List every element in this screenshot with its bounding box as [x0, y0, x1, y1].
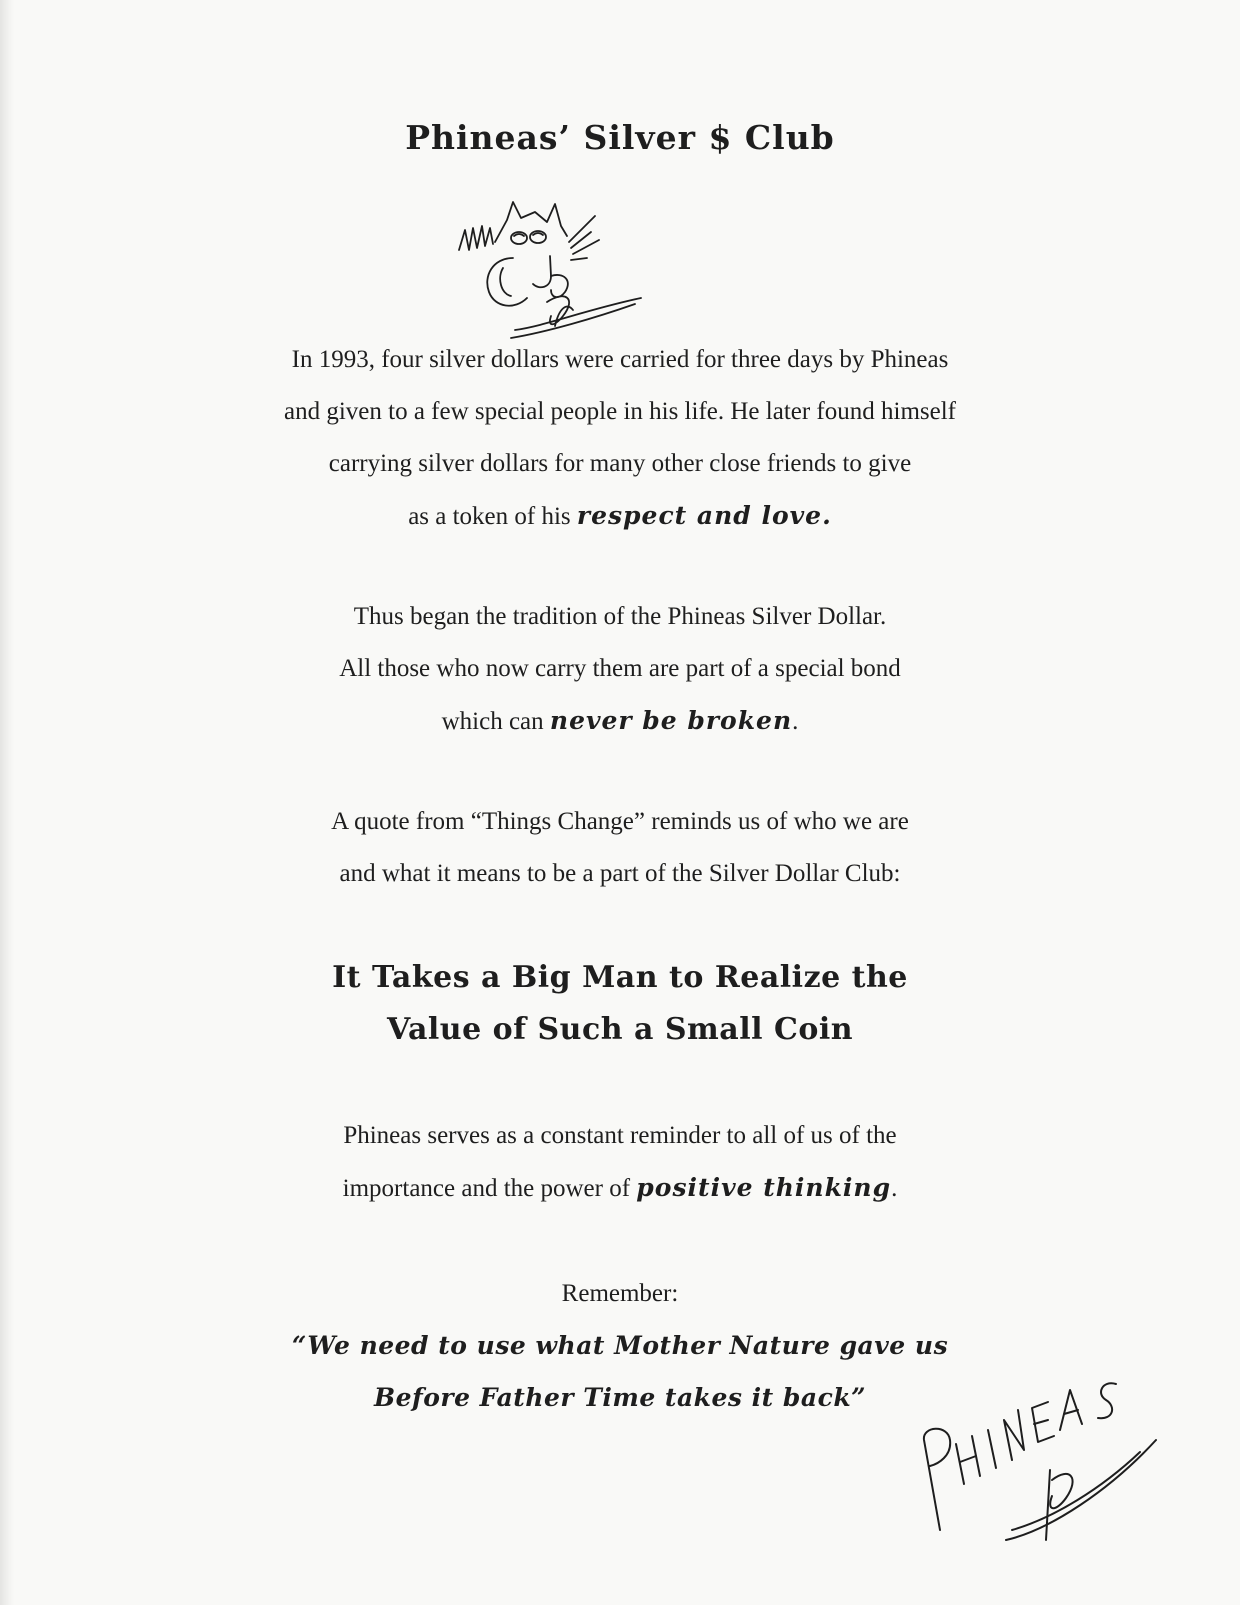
- intro-paragraph: [0, 334, 1240, 543]
- tradition-paragraph: [0, 591, 1240, 748]
- phineas-doodle-emblem: [455, 198, 655, 346]
- motto-line-2: Value of Such a Small Coin: [386, 1012, 854, 1047]
- remember-label: Remember:: [561, 1280, 679, 1307]
- respect-and-love-emphasis: respect and love.: [576, 501, 832, 530]
- closing-quote-line-1: “We need to use what Mother Nature gave us: [291, 1331, 949, 1360]
- motto-line-1: It Takes a Big Man to Realize the: [332, 960, 908, 995]
- intro-line-4-text: as a token of his: [408, 503, 577, 530]
- reminder-paragraph: [0, 1110, 1240, 1215]
- intro-line-2: and given to a few special people in his life. He later found himself: [283, 398, 956, 425]
- tradition-line-1: Thus began the tradition of the Phineas Silver Dollar.: [353, 603, 887, 630]
- quote-intro-line-2: and what it means to be a part of the Silver Dollar Club:: [339, 860, 901, 887]
- reminder-line-1: Phineas serves as a constant reminder to all of us of the: [343, 1122, 897, 1149]
- tradition-line-3: [0, 695, 1240, 748]
- reminder-line-2-period: .: [891, 1175, 898, 1202]
- quote-intro-paragraph: [0, 796, 1240, 900]
- tradition-line-3-period: .: [792, 708, 799, 735]
- handwritten-signature: [920, 1380, 1170, 1550]
- intro-line-1: In 1993, four silver dollars were carried for three days by Phineas: [291, 346, 949, 373]
- never-be-broken-emphasis: never be broken: [549, 706, 793, 735]
- tradition-line-2: All those who now carry them are part of a special bond: [339, 655, 901, 682]
- quote-intro-line-1: A quote from “Things Change” reminds us of who we are: [331, 808, 909, 835]
- club-motto: [0, 952, 1240, 1056]
- closing-quote-line-2: Before Father Time takes it back”: [373, 1383, 867, 1412]
- reminder-line-2: [0, 1162, 1240, 1215]
- positive-thinking-emphasis: positive thinking: [636, 1173, 892, 1202]
- reminder-line-2-text: importance and the power of: [342, 1175, 637, 1202]
- intro-line-4: [0, 490, 1240, 543]
- tradition-line-3-text: which can: [441, 708, 550, 735]
- intro-line-3: carrying silver dollars for many other close friends to give: [328, 450, 912, 477]
- page-title: Phineas’ Silver $ Club: [405, 118, 835, 157]
